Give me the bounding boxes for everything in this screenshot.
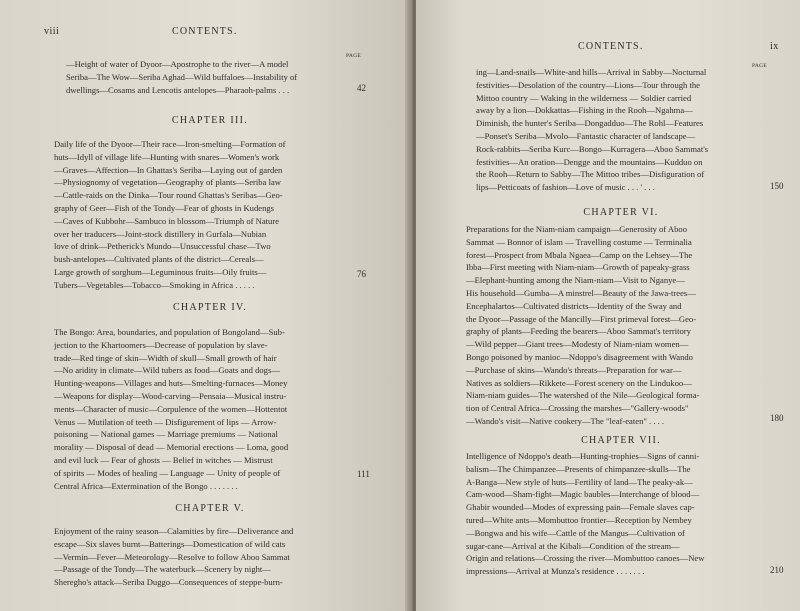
toc-line: The Bongo: Area, boundaries, and population of Bongoland—Sub-: [54, 327, 285, 337]
toc-line: balism—The Chimpanzee—Presents of chimpanzee-skulls—The: [466, 463, 691, 474]
page-number: 76: [357, 269, 366, 279]
toc-line: —Height of water of Dyoor—Apostrophe to the river—A model: [66, 59, 289, 69]
toc-line: away by a lion—Dokkattas—Fishing in the Rooh—Ngahma—: [476, 105, 693, 116]
toc-line: tured—White ants—Mombuttoo frontier—Reception by Nembey: [466, 514, 692, 525]
toc-line: Diminish, the hunter's Seriba—Dongadduo—The Rohl—Features: [476, 118, 704, 129]
toc-line: —No aridity in climate—Wild tubers as food—Goats and dogs—: [54, 365, 280, 376]
toc-line: —Physiognomy of vegetation—Geography of plants—Seriba law: [54, 177, 281, 188]
toc-line: Large growth of sorghum—Leguminous fruits—Oily fruits—: [54, 266, 267, 277]
page-number: 210: [770, 565, 784, 575]
toc-line: bush-antelopes—Cultivated plants of the district—Cereals—: [54, 254, 264, 265]
toc-line: morality — Disposal of dead — Memorial erections — Loma, good: [54, 442, 289, 453]
right-running-head: CONTENTS.: [578, 41, 644, 52]
toc-line: Tubers—Vegetables—Tobacco—Smoking in Africa . . . . .: [54, 279, 255, 290]
toc-line: lips—Petticoats of fashion—Love of music . . . ' . . .: [476, 182, 655, 193]
chapter-summary: [54, 326, 350, 492]
toc-line: Sheregho's attack—Seriba Duggo—Consequences of steppe-burn-: [54, 577, 283, 588]
chapter-heading: CHAPTER VII.: [581, 435, 661, 446]
toc-line: Niam-niam guides—The watershed of the Nile—Geological forma-: [466, 390, 700, 401]
toc-line: the Rooh—Return to Sabby—The Mittoo tribes—Disfiguration of: [476, 169, 705, 180]
chapter-heading: CHAPTER VI.: [583, 207, 659, 218]
toc-line: love of drink—Petherick's Mundo—Unsuccessful chase—Two: [54, 241, 271, 252]
toc-line: —Elephant-hunting among the Niam-niam—Visit to Nganye—: [466, 275, 685, 286]
right-page: [416, 0, 800, 611]
toc-line: of spirits — Modes of healing — Language — Unity of people of: [54, 467, 281, 478]
toc-line: Encephalartos—Cultivated districts—Identity of the Sway and: [466, 300, 682, 311]
page-number: 180: [770, 413, 784, 423]
toc-line: Ibba—First meeting with Niam-niam—Growth of papeaky-grass: [466, 262, 690, 273]
right-folio: ix: [770, 41, 779, 52]
chapter-heading: CHAPTER IV.: [172, 302, 248, 313]
toc-line: forest—Prospect from Mbala Ngaea—Camp on the Lehsey—The: [466, 249, 693, 260]
toc-line: Origin and relations—Crossing the river—Mombuttoo canoes—New: [466, 553, 705, 564]
toc-line: graphy of plants—Feeding the bearers—Aboo Sammat's territory: [466, 326, 691, 337]
toc-line: —Weapons for display—Wood-carving—Pensaia—Musical instru-: [54, 390, 287, 401]
toc-line: poisoning — National games — Marriage premiums — National: [54, 429, 278, 440]
toc-line: over her traducers—Joint-stock distillery in Gurfala—Nubian: [54, 228, 267, 239]
toc-line: —Purchase of skins—Wando's threats—Preparation for war—: [466, 364, 682, 375]
left-top-block: [66, 58, 348, 96]
chapter-summary: [466, 450, 766, 578]
toc-line: —Vermin—Fever—Meteorology—Resolve to follow Aboo Sammat: [54, 551, 290, 562]
toc-line: Rock-rabbits—Seriba Kurc—Bongo—Kurragera—Aboo Sammat's: [476, 143, 709, 154]
toc-line: impressions—Arrival at Munza's residence . . . . . . .: [466, 566, 645, 577]
toc-line: —Wando's visit—Native cookery—The "leaf-eaten" . . . .: [466, 415, 665, 426]
toc-line: ments—Character of music—Corpulence of the women—Hottentot: [54, 403, 288, 414]
toc-line: Natives as soldiers—Rikkete—Forest scenery on the Lindukoo—: [466, 377, 692, 388]
toc-line: Seriba—The Wow—Seriba Aghad—Wild buffaloes—Instability of: [66, 71, 298, 82]
toc-line: His household—Gumba—A minstrel—Beauty of the Jawa-trees—: [466, 287, 696, 298]
toc-line: Mittoo country — Waking in the wilderness — Soldier carried: [476, 92, 692, 103]
toc-line: Daily life of the Dyoor—Their race—Iron-smelting—Formation of: [54, 139, 286, 149]
toc-line: Venus — Mutilation of teeth — Disfigurement of lips — Arrow-: [54, 416, 277, 427]
toc-line: huts—Idyll of village life—Hunting with snares—Women's work: [54, 151, 280, 162]
toc-line: sugar-cane—Arrival at the Kibali—Condition of the stream—: [466, 540, 680, 551]
left-folio: viii: [44, 26, 60, 37]
right-top-block: [476, 66, 766, 194]
toc-line: ing—Land-snails—White-and hills—Arrival in Sabby—Nocturnal: [476, 67, 707, 77]
toc-line: —Caves of Kubbohr—Sambuco in blossom—Triumph of Nature: [54, 215, 280, 226]
toc-line: —Wild pepper—Giant trees—Modesty of Niam-niam women—: [466, 339, 689, 350]
chapter-heading: CHAPTER III.: [171, 115, 249, 126]
toc-line: festivities—An oration—Dengge and the mountains—Kudduo on: [476, 156, 703, 167]
toc-line: Hunting-weapons—Villages and huts—Smelting-furnaces—Money: [54, 378, 288, 389]
toc-line: —Ponset's Seriba—Mvolo—Fantastic character of landscape—: [476, 130, 696, 141]
toc-line: —Bongwa and his wife—Cattle of the Mangus—Cultivation of: [466, 527, 685, 538]
toc-line: escape—Six slaves burnt—Batterings—Domestication of wild cats: [54, 538, 286, 549]
chapter-summary: [54, 138, 350, 292]
toc-line: Preparations for the Niam-niam campaign—Generosity of Aboo: [466, 224, 687, 234]
toc-line: festivities—Desolation of the country—Lions—Tour through the: [476, 79, 700, 90]
toc-line: Intelligence of Ndoppo's death—Hunting-trophies—Signs of canni-: [466, 451, 700, 461]
toc-line: —Graves—Affection—In Ghattas's Seriba—Laying out of garden: [54, 164, 283, 175]
toc-line: dwellings—Cosams and Lencotis antelopes—Pharaoh-palms . . .: [66, 84, 290, 95]
page-number: 42: [357, 83, 366, 93]
toc-line: —Passage of the Tondy—The waterbuck—Scenery by night—: [54, 564, 271, 575]
right-page-label: PAGE: [752, 63, 768, 69]
left-page-label: PAGE: [346, 53, 362, 59]
toc-line: jection to the Khartoomers—Decrease of population by slave-: [54, 339, 268, 350]
toc-line: Cam-wood—Sham-fight—Magic baubles—Interchange of blood—: [466, 489, 700, 500]
toc-line: Enjoyment of the rainy season—Calamities by fire—Deliverance and: [54, 526, 294, 536]
toc-line: trade—Red tinge of skin—Width of skull—Small growth of hair: [54, 352, 277, 363]
chapter-summary: [466, 223, 766, 428]
chapter-heading: CHAPTER V.: [175, 503, 245, 514]
toc-line: Sammat — Bonnor of islam — Travelling costume — Terminalia: [466, 236, 692, 247]
toc-line: Central Africa—Extermination of the Bongo . . . . . . .: [54, 480, 238, 491]
toc-line: graphy of Geer—Fish of the Tondy—Fear of ghosts in Kudengs: [54, 202, 275, 213]
toc-line: A-Banga—New style of huts—Fertility of land—The peaky-ak—: [466, 476, 693, 487]
left-running-head: CONTENTS.: [172, 26, 238, 37]
toc-line: the Dyoor—Passage of the Mancilly—First primeval forest—Geo-: [466, 313, 697, 324]
page-number: 111: [357, 469, 370, 479]
page-number: 150: [770, 181, 784, 191]
toc-line: and evil luck — Fear of ghosts — Belief in witches — Mistrust: [54, 454, 273, 465]
toc-line: Ghabir wounded—Modes of expressing pain—Female slaves cap-: [466, 502, 695, 513]
toc-line: tion of Central Africa—Crossing the marshes—"Gallery-woods": [466, 403, 689, 414]
toc-line: Bongo poisoned by manioc—Ndoppo's disagreement with Wando: [466, 351, 693, 362]
toc-line: —Cattle-raids on the Dinka—Tour round Ghattas's Seribas—Geo-: [54, 190, 283, 201]
chapter-summary: [54, 525, 350, 589]
